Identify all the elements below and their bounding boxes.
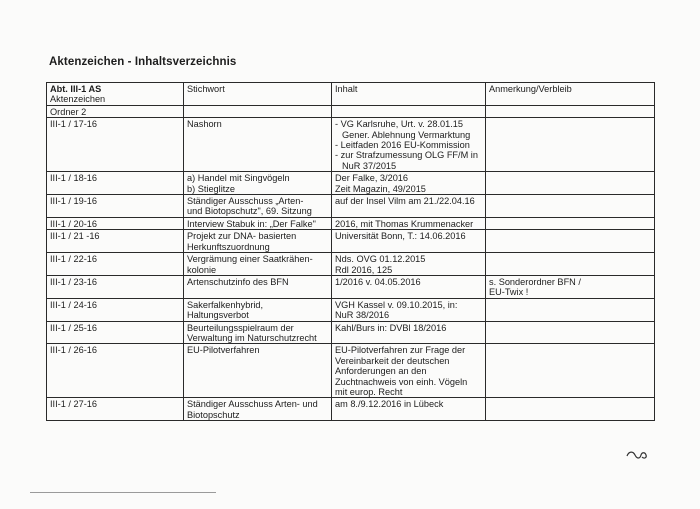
- cell-inhalt: [332, 230, 486, 253]
- inhalt-line: Zeit Magazin, 49/2015: [335, 183, 426, 194]
- cell-anmerkung: [486, 344, 655, 398]
- cell-aktenzeichen: III-1 / 25-16: [47, 321, 184, 344]
- cell-anmerkung: [486, 217, 655, 229]
- inhalt-line: am 8./9.12.2016 in Lübeck: [335, 399, 444, 410]
- stichwort-line: Haltungsverbot: [187, 310, 249, 321]
- cell-aktenzeichen: III-1 / 19-16: [47, 195, 184, 218]
- table-row: [47, 398, 655, 421]
- cell-stichwort: [184, 230, 332, 253]
- cell-stichwort: [184, 217, 332, 229]
- stichwort-line: und Biotopschutz", 69. Sitzung: [187, 206, 312, 217]
- cell-inhalt: [332, 172, 486, 195]
- column-header-az-main: Abt. III-1 AS: [50, 84, 102, 94]
- cell-aktenzeichen: III-1 / 24-16: [47, 298, 184, 321]
- column-header-anmerkung: Anmerkung/Verbleib: [486, 83, 655, 106]
- cell-inhalt: [332, 253, 486, 276]
- anmerkung-line: EU-Twix !: [489, 287, 529, 298]
- inhalt-line: Rdl 2016, 125: [335, 264, 393, 275]
- inhalt-line: 2016, mit Thomas Krummenacker: [335, 218, 474, 229]
- inhalt-line: - VG Karlsruhe, Urt. v. 28.01.15: [335, 119, 463, 130]
- cell-anmerkung: [486, 118, 655, 172]
- stichwort-line: Sakerfalkenhybrid,: [187, 299, 264, 310]
- table-row: [47, 217, 655, 229]
- inhalt-line: EU-Pilotverfahren zur Frage der: [335, 345, 466, 356]
- inhalt-line: - Leitfaden 2016 EU-Kommission: [335, 140, 470, 151]
- folder-row: [47, 105, 655, 117]
- cell-anmerkung: [486, 230, 655, 253]
- column-header-az-sub: Aktenzeichen: [50, 94, 106, 105]
- table-row: [47, 172, 655, 195]
- stichwort-line: Nashorn: [187, 119, 222, 130]
- column-header-inhalt: Inhalt: [332, 83, 486, 106]
- cell-inhalt: [332, 398, 486, 421]
- cell-aktenzeichen: III-1 / 22-16: [47, 253, 184, 276]
- inhalt-line: NuR 37/2015: [342, 160, 397, 171]
- cell-anmerkung: [486, 321, 655, 344]
- cell-inhalt: [332, 217, 486, 229]
- stichwort-line: Projekt zur DNA- basierten: [187, 231, 297, 242]
- cell-aktenzeichen: III-1 / 27-16: [47, 398, 184, 421]
- inhalt-line: Zuchtnachweis von einh. Vögeln: [335, 376, 468, 387]
- handwritten-mark: [626, 449, 648, 461]
- cell-stichwort: [184, 172, 332, 195]
- stichwort-line: a) Handel mit Singvögeln: [187, 173, 290, 184]
- inhalt-line: - zur Strafzumessung OLG FF/M in: [335, 150, 478, 161]
- stichwort-line: Herkunftszuordnung: [187, 241, 270, 252]
- inhalt-line: Kahl/Burs in: DVBl 18/2016: [335, 322, 447, 333]
- register-table: [46, 82, 655, 421]
- stichwort-line: Beurteilungsspielraum der: [187, 322, 294, 333]
- stichwort-line: Biotopschutz: [187, 409, 240, 420]
- stichwort-line: b) Stieglitze: [187, 183, 236, 194]
- inhalt-line: Der Falke, 3/2016: [335, 173, 409, 184]
- inhalt-line: mit europ. Recht: [335, 386, 403, 397]
- inhalt-line: Vereinbarkeit der deutschen: [335, 355, 450, 366]
- stichwort-line: Verwaltung im Naturschutzrecht: [187, 332, 317, 343]
- cell-inhalt: [332, 195, 486, 218]
- cell-anmerkung: [486, 275, 655, 298]
- cell-stichwort: [184, 321, 332, 344]
- cell-stichwort: [184, 195, 332, 218]
- cell-anmerkung: [486, 398, 655, 421]
- cell-inhalt: [332, 275, 486, 298]
- stichwort-line: Artenschutzinfo des BFN: [187, 276, 289, 287]
- column-header-aktenzeichen: [47, 83, 184, 106]
- cell-inhalt: [332, 344, 486, 398]
- column-header-stichwort: Stichwort: [184, 83, 332, 106]
- table-row: [47, 275, 655, 298]
- stichwort-line: EU-Pilotverfahren: [187, 345, 260, 356]
- table-row: [47, 230, 655, 253]
- cell-aktenzeichen: III-1 / 18-16: [47, 172, 184, 195]
- table-row: [47, 118, 655, 172]
- footer-line: [30, 492, 216, 493]
- page-title: Aktenzeichen - Inhaltsverzeichnis: [49, 56, 237, 68]
- inhalt-line: auf der Insel Vilm am 21./22.04.16: [335, 196, 475, 207]
- folder-label: Ordner 2: [47, 105, 184, 117]
- cell-aktenzeichen: III-1 / 26-16: [47, 344, 184, 398]
- cell-inhalt: [332, 321, 486, 344]
- cell-anmerkung: [486, 253, 655, 276]
- cell-aktenzeichen: III-1 / 20-16: [47, 217, 184, 229]
- stichwort-line: kolonie: [187, 264, 217, 275]
- cell-stichwort: [184, 398, 332, 421]
- cell-stichwort: [184, 275, 332, 298]
- cell-stichwort: [184, 298, 332, 321]
- inhalt-line: NuR 38/2016: [335, 310, 390, 321]
- stichwort-line: Ständiger Ausschuss „Arten-: [187, 196, 304, 207]
- inhalt-line: Universität Bonn, T.: 14.06.2016: [335, 231, 466, 242]
- cell-stichwort: [184, 118, 332, 172]
- cell-aktenzeichen: III-1 / 21 -16: [47, 230, 184, 253]
- cell-aktenzeichen: III-1 / 17-16: [47, 118, 184, 172]
- inhalt-line: Nds. OVG 01.12.2015: [335, 254, 426, 265]
- inhalt-line: Anforderungen an den: [335, 366, 427, 377]
- cell-stichwort: [184, 253, 332, 276]
- table-row: [47, 298, 655, 321]
- cell-inhalt: [332, 298, 486, 321]
- stichwort-line: Vergrämung einer Saatkrähen-: [187, 254, 313, 265]
- table-row: [47, 344, 655, 398]
- cell-stichwort: [184, 344, 332, 398]
- anmerkung-line: s. Sonderordner BFN /: [489, 276, 581, 287]
- header-row: [47, 83, 655, 106]
- table-row: [47, 195, 655, 218]
- cell-inhalt: [332, 118, 486, 172]
- table-row: [47, 253, 655, 276]
- cell-aktenzeichen: III-1 / 23-16: [47, 275, 184, 298]
- inhalt-line: Gener. Ablehnung Vermarktung: [342, 129, 471, 140]
- inhalt-line: VGH Kassel v. 09.10.2015, in:: [335, 299, 458, 310]
- cell-anmerkung: [486, 172, 655, 195]
- inhalt-line: 1/2016 v. 04.05.2016: [335, 276, 421, 287]
- stichwort-line: Ständiger Ausschuss Arten- und: [187, 399, 318, 410]
- table-row: [47, 321, 655, 344]
- cell-anmerkung: [486, 195, 655, 218]
- cell-anmerkung: [486, 298, 655, 321]
- stichwort-line: Interview Stabuk in: „Der Falke": [187, 218, 316, 229]
